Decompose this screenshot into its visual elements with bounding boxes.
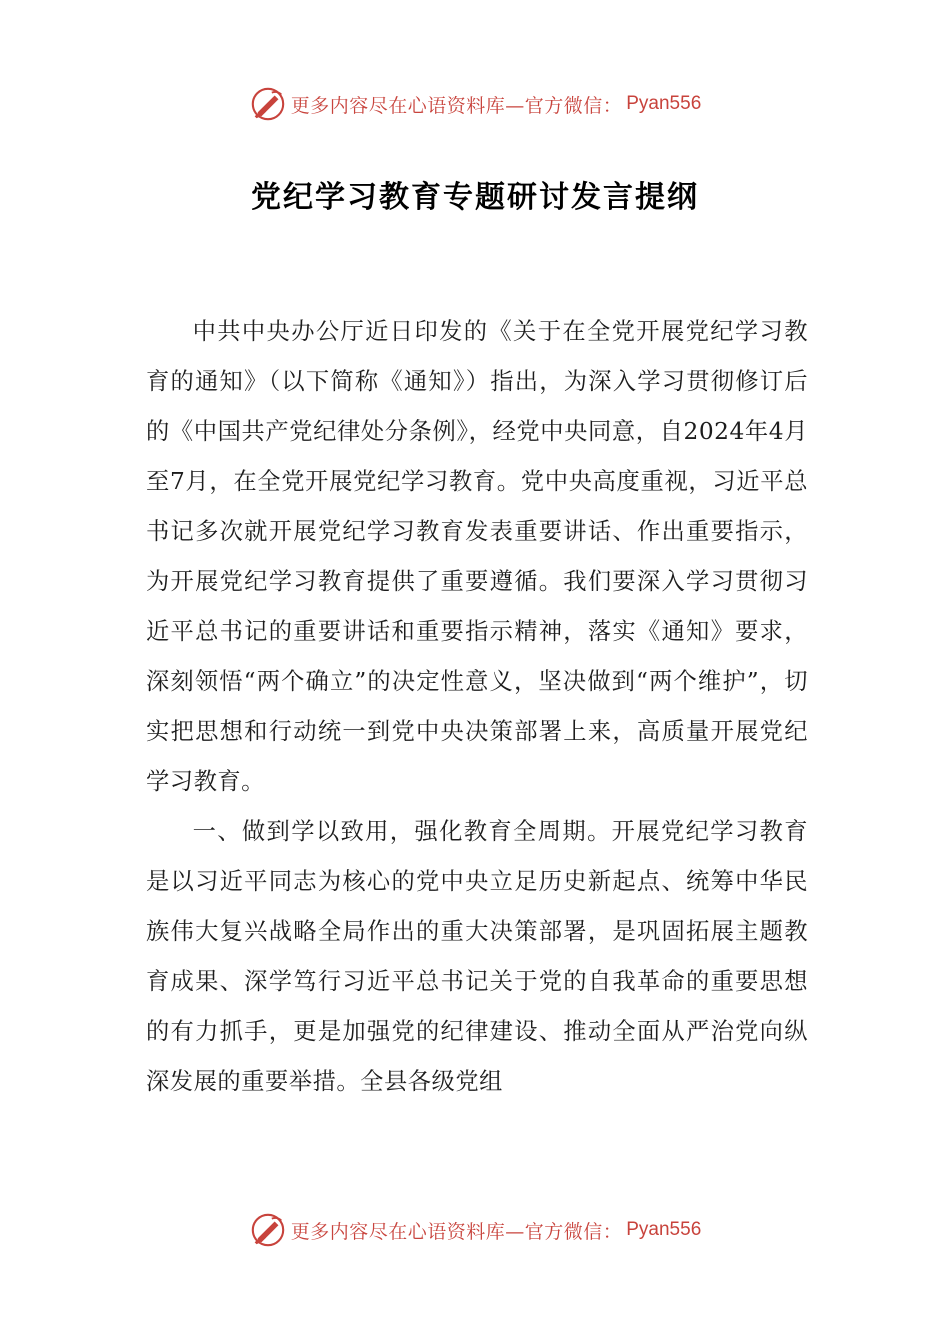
watermark-wechat-id: Pyan556 (626, 1219, 702, 1240)
watermark-text: 更多内容尽在心语资料库—官方微信： (290, 1220, 623, 1243)
paragraph: 一、做到学以致用，强化教育全周期。开展党纪学习教育是以习近平同志为核心的党中央立足历史新起点、统筹中华民族伟大复兴战略全局作出的重大决策部署，是巩固拓展主题教育成果、深学笃行习近平总书记关于党的自我革命的重要思想的有力抓手，更是加强党的纪律建设、推动全面从严治党向纵深发展的重要举措。全县各级党组 (146, 818, 808, 1095)
document-body (146, 307, 808, 1107)
watermark-text: 更多内容尽在心语资料库—官方微信： (290, 94, 623, 117)
pen-logo-icon (249, 1211, 287, 1249)
watermark-wechat-id: Pyan556 (626, 93, 702, 114)
document-title: 党纪学习教育专题研讨发言提纲 (251, 180, 699, 215)
watermark-banner-bottom (0, 1208, 950, 1252)
paragraph: 中共中央办公厅近日印发的《关于在全党开展党纪学习教育的通知》（以下简称《通知》）指出，为深入学习贯彻修订后的《中国共产党纪律处分条例》，经党中央同意，自2024年4月至7月，在全党开展党纪学习教育。党中央高度重视，习近平总书记多次就开展党纪学习教育发表重要讲话、作出重要指示，为开展党纪学习教育提供了重要遵循。我们要深入学习贯彻习近平总书记的重要讲话和重要指示精神，落实《通知》要求，深刻领悟“两个确立”的决定性意义，坚决做到“两个维护”，切实把思想和行动统一到党中央决策部署上来，高质量开展党纪学习教育。 (146, 318, 808, 795)
watermark-banner-top (0, 82, 950, 126)
pen-logo-icon (249, 85, 287, 123)
